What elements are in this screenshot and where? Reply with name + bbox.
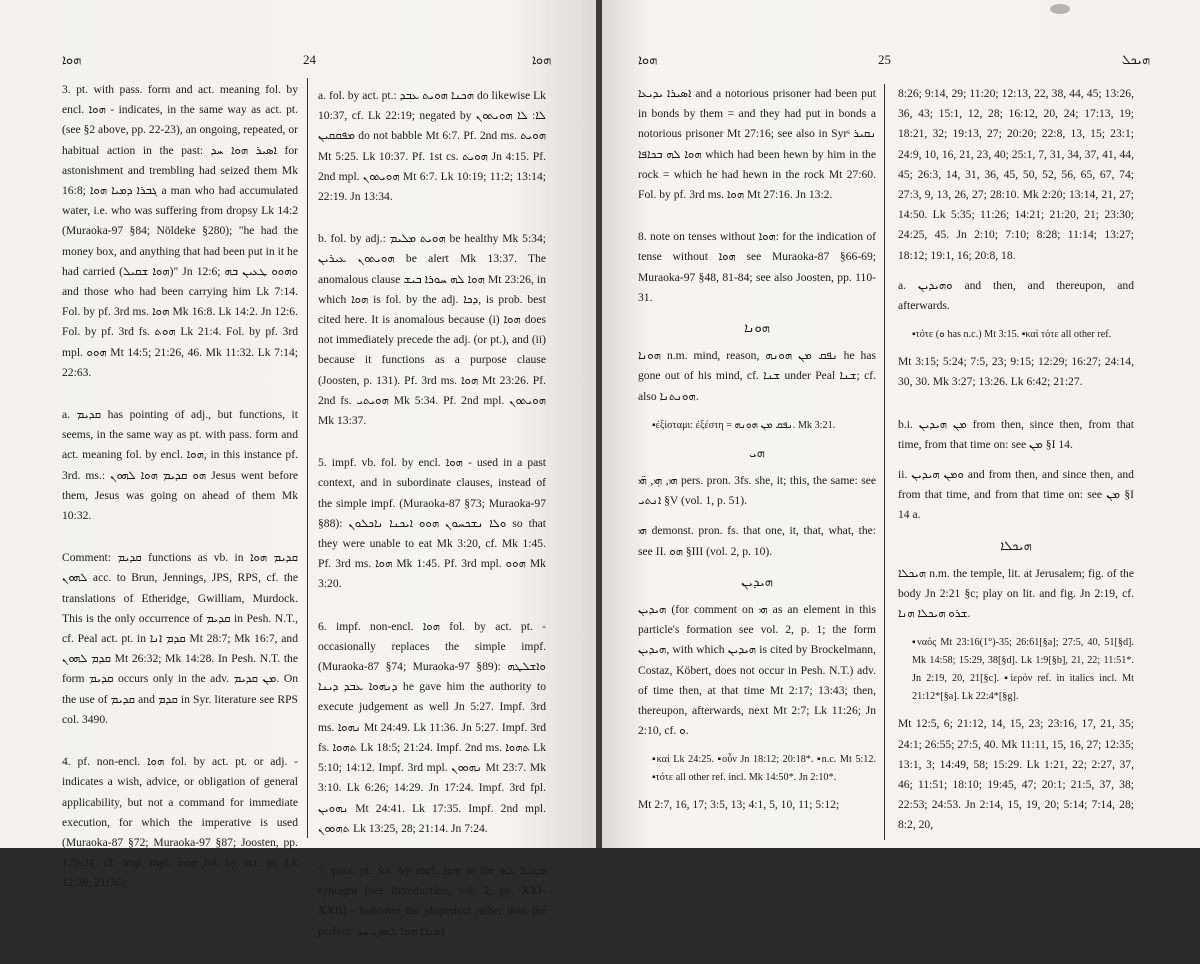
greek-equivalents: ▪ἐξίσταμι: ἐξέστη = ܢܦܩ ܡܢ ܗܘܢܗ. Mk 3:21. — [652, 419, 836, 431]
headword: ܗܝܟܠܐ — [1000, 537, 1032, 553]
entry-paragraph: ii. ܘܡܢ ܗܝܕܝܢ and from then, and since then, and from that time, and from that time on: see ܡܢ §I 14 a. — [898, 468, 1134, 522]
entry-paragraph: ܗܝܕܝܢ (for comment on ܗܝ as an element in this particle's formation see vol. 2, p. 1; the form ܗܝܕܝܢ, with which ܗܝܕܝܢ is cited by Brockelmann, Costaz, Köbert, does not occur in Pesh. N.T.) adv. of time then, at that time Mt 2:17; 13:43; then, thereupon, afterwards, next Mt 2:7; Lk 11:26; Jn 2:10, cf. ܘ. — [638, 603, 876, 738]
reference-list: Mt 3:15; 5:24; 7:5, 23; 9:15; 12:29; 16:27; 24:14, 30, 30. Mk 3:27; 13:26. Lk 6:42; 21:27. — [898, 355, 1134, 389]
entry-paragraph: ܗܝ, ܗܝܼ, ܗܝ̈ pers. pron. 3fs. she, it; this, the same: see ܐܢܬܝ §V (vol. 1, p. 51). — [638, 474, 876, 508]
column-rule — [307, 78, 308, 838]
left-page — [0, 0, 596, 938]
entry-paragraph: 3. pt. with pass. form and act. meaning fol. by encl. ܗܘܐ - indicates, in the same way as act. pt. (see §2 above, pp. 22-23), an ongoing, repeated, or habitual action in the past: ܐܣܝܪ ܗܘܐ ܚܕ for astonishment and trembling had seized them Mk 16:8; ܓܒܪܐ ܕܡܝܐ ܗܘܐ a man who had accumulated water, i.e. who was suffering from dropsy Lk 14:2 (Muraoka-97 §84; Nöldeke §280); "he had the money box, and anything that had been put in it he had carried (ܗܘܐ ܫܩܝܠ)" Jn 12:6; ܘܗܘܘ ܛܥܝܢ ܒܗ and those who had been carrying him Lk 7:14. Fol. by pf. 3rd ms. ܗܘܐ Mk 16:8. Lk 14:2. Jn 12:6. Fol. by pf. 3rd fs. ܗܘܬ Lk 21:4. Fol. by pf. 3rd mpl. ܗܘܘ Mt 14:5; 21:26, 46. Mk 11:32. Lk 7:14; 22:63. — [62, 83, 298, 379]
reference-list: Mt 2:7, 16, 17; 3:5, 13; 4:1, 5, 10, 11; 5:12; — [638, 798, 840, 812]
entry-paragraph: b.i. ܡܢ ܗܝܕܝܢ from then, since then, from that time, from that time on: see ܡܢ §I 14. — [898, 417, 1134, 451]
headword: ܗܘܢܐ — [744, 320, 770, 336]
entry-paragraph: 7. pass. pt. fol. by encl. ܗܘܐ in the ܩܛܝܠ ܠܗ syntagm (see Introduction, vol. 2, pp. XXI-XXII) - indicates the pluperfect rather than the perfect: ܐܣܝܪܐ ܗܘܐ ܠܗܘܢ ܚܕ — [318, 863, 546, 938]
entry-paragraph: b. fol. by adj.: ܗܘܝܬ ܡܠܝܡ be healthy Mk 5:34; ܗܘܝܬܘܢ ܥܝܪܝܢ be alert Mk 13:37. The anomalous clause ܗܘܐ ܠܗ ܚܘܪܐ ܒܝܫ Mt 23:26, in which ܗܘܐ is fol. by the adj. ܕܟܐ, is prob. best cited here. It is anomalous because (i) ܗܘܐ does not immediately precede the adj. (or pt.), and (ii) because it functions as a purpose clause (Joosten, p. 131). Pf. 3rd ms. ܗܘܐ Mt 23:26. Pf. 2nd fs. ܗܘܝܬܝ Mk 5:34. Pf. 2nd mpl. ܗܘܝܬܘܢ Mk 13:37. — [318, 232, 547, 428]
entry-paragraph: ܗܘܢܐ n.m. mind, reason, ܢܦܩ ܡܢ ܗܘܢܗ he has gone out of his mind, cf. ܫܢܐ under Peal ܫܢܐ; cf. also ܗܘܢܬܢܐ. — [638, 349, 877, 403]
entry-paragraph: a. ܩܕܝܡ has pointing of adj., but functions, it seems, in the same way as pt. with pass. form and act. meaning fol. by encl. ܗܘܐ, in this instance pf. 3rd. ms.: ܗܘ ܩܕܝܡ ܗܘܐ ܠܗܘܢ Jesus went before them, Jesus was going on ahead of them Mk 10:32. — [62, 408, 298, 523]
right-column — [318, 86, 546, 964]
left-column — [638, 84, 876, 838]
entry-paragraph: 8. note on tenses without ܗܘܐ: for the indication of tense without ܗܘܐ see Muraoka-87 §66-69; Muraoka-97 §48, 81-84; see also Joosten, pp. 110-31. — [638, 230, 876, 304]
greek-equivalents: ▪τότε (ܘ has n.c.) Mt 3:15. ▪καὶ τότε all other ref. — [912, 329, 1112, 341]
running-head-right: ܗܝܟܠ — [1122, 52, 1151, 67]
left-column — [62, 80, 298, 916]
page-number: 25 — [878, 52, 891, 67]
entry-paragraph: ܗܝ demonst. pron. fs. that one, it, that, what, the: see II. ܗܘ §III (vol. 2, p. 10). — [638, 524, 876, 558]
entry-paragraph: a. fol. by act. pt.: ܗܟܢܐ ܗܘܝܬ ܥܒܕ do likewise Lk 10:37, cf. Lk 22:19; negated by ܠܐ: ܠܐ ܗܘܝܬܘܢ ܡܦܩܩܝܢ do not babble Mt 6:7. Pf. 2nd ms. ܗܘܝܬ Mt 5:25. Lk 10:37. Pf. 1st cs. ܗܘܝܬ Jn 4:15. Pf. 2nd mpl. ܗܘܝܬܘܢ Mt 6:7. Lk 10:19; 11:2; 13:14; 22:19. Jn 13:34. — [318, 89, 546, 204]
scan-blemish — [1050, 4, 1070, 14]
entry-paragraph: 5. impf. vb. fol. by encl. ܗܘܐ - used in a past context, and in subordinate clauses, instead of the simple impf. (Muraoka-87 §73; Muraoka-97 §88): ܘܠܐ ܢܫܟܚܘܢ ܗܘܘ ܐܝܟܢܐ ܢܐܟܠܘܢ so that they were unable to eat Mk 3:20, cf. Mk 1:45. Pf. 3rd ms. ܗܘܐ Mk 1:45. Pf. 3rd mpl. ܗܘܘ Mk 3:20. — [318, 456, 546, 591]
entry-paragraph: a. ܘܗܝܕܝܢ and then, and thereupon, and afterwards. — [898, 278, 1135, 313]
entry-paragraph: Comment: ܩܕܝܡ functions as vb. in ܩܕܝܡ ܗܘܐ ܠܗܘܢ acc. to Brun, Jennings, JPS, RPS, cf. the translations of Etheridge, Gwilliam, Murdock. This is the only occurrence of ܩܕܝܡ in Pesh. N.T., cf. Peal act. pt. in ܩܕܡ ܐܢܐ Mt 28:7; Mk 16:7, and ܩܕܡ ܠܗܘܢ Mt 26:32; Mk 14:28. In Pesh. N.T. the form ܩܕܝܡ occurs only in the adv. ܡܢ ܩܕܝܡ. On the use of ܩܕܝܡ and ܩܕܡ in Syr. literature see RPS col. 3490. — [62, 551, 298, 726]
reference-list: 8:26; 9:14, 29; 11:20; 12:13, 22, 38, 44, 45; 13:26, 36, 43; 15:1, 12, 28; 16:12, 20, 24; 17:13, 19; 18:21, 32; 19:13, 27; 20:20; 22:8, 13, 15; 23:1; 24:9, 10, 16, 21, 23, 40; 25:1, 7, 31, 34, 37, 41, 44, 45; 26:3, 14, 31, 36, 45, 50, 52, 56, 65, 67, 74; 27:3, 9, 13, 26, 27; 28:10. Mk 2:20; 13:14, 21, 27; 14:50. Lk 5:35; 11:26; 14:21; 21:20, 21; 23:30; 24:25, 45. Jn 2:10; 7:10; 8:28; 11:14; 13:27; 18:12; 19:1, 16; 20:8, 18. — [898, 87, 1134, 262]
reference-list: Mt 12:5, 6; 21:12, 14, 15, 23; 23:16, 17, 21, 35; 24:1; 26:55; 27:5, 40. Mk 11:11, 15, 16, 27; 12:35; 13:1, 3; 14:49, 58; 15:29. Lk 1:21, 22; 2:27, 37, 46; 11:51; 18:10; 19:45, 47; 20:1; 21:5, 37, 38; 22:53; 24:53. Jn 2:14, 15, 19, 20; 5:14; 7:14, 28; 8:2, 20, — [898, 717, 1134, 832]
headword: ܗܝ — [749, 444, 765, 460]
headword: ܗܝܕܝܢ — [741, 573, 773, 589]
entry-paragraph: 4. pf. non-encl. ܗܘܐ fol. by act. pt. or adj. - indicates a wish, advice, or obligation of general applicability, but not a command for immediate execution, for which the imperative is used (Muraoka-87 §72; Muraoka-97 §87; Joosten, pp. 129-31, cf. imp. mpl. ܗܘܘ fol. by act. pt. Lk 12:36; 21:36): — [62, 755, 298, 890]
running-head-right: ܗܘܐ — [532, 52, 552, 67]
column-rule — [884, 84, 885, 840]
right-page — [602, 0, 1200, 848]
entry-paragraph: ܐܣܝܪܐ ܝܕܝܥܐ and a notorious prisoner had been put in bonds by them = and they had put in bonds a notorious prisoner Mt 27:16; see also in Syrˢ ܢܩܝܪ ܗܘܐ ܠܗ ܒܟܐܦܐ which had been hewn by him in the rock = which he had hewn in the rock Mt 27:60. Fol. by pf. 3rd ms. ܗܘܐ Mt 27:16. Jn 13:2. — [638, 87, 877, 202]
page-number: 24 — [303, 52, 316, 67]
greek-equivalents: ▪ναός Mt 23:16(1°)-35; 26:61[§a]; 27:5, 40, 51[§d]. Mk 14:58; 15:29, 38[§d]. Lk 1:9[§b], 21, 22; 11:51*. Jn 2:19, 20, 21[§c]. ▪ἱερόν ref. in italics incl. Mt 21:12*[§a]. Lk 22:4*[§g]. — [912, 637, 1134, 703]
running-head-left: ܗܘܐ — [62, 52, 82, 67]
entry-paragraph: 6. impf. non-encl. ܗܘܐ fol. by act. pt. - occasionally replaces the simple impf. (Muraoka-87 §74; Muraoka-97 §89): ܘܐܫܠܛܗ ܕܢܗܘܐ ܥܒܕ ܕܝܢܐ he gave him the authority to execute judgement as well Jn 5:27. Impf. 3rd ms. ܢܗܘܐ Mt 24:49. Lk 11:36. Jn 5:27. Impf. 3rd fs. ܬܗܘܐ Lk 18:5; 21:24. Impf. 2nd ms. ܬܗܘܐ Lk 5:10; 14:12. Impf. 3rd mpl. ܢܗܘܘܢ Mt 23:7. Mk 3:10. Lk 6:26; 14:29. Jn 17:24. Impf. 3rd fpl. ܢܗܘܝܢ Mt 24:41. Lk 17:35. Impf. 2nd mpl. ܬܗܘܘܢ Lk 13:25, 28; 21:14. Jn 7:24. — [318, 619, 547, 835]
greek-equivalents: ▪καί Lk 24:25. ▪οὖν Jn 18:12; 20:18*. ▪n.c. Mt 5:12. ▪τότε all other ref. incl. Mk 14:50*. Jn 2:10*. — [652, 754, 876, 784]
running-head-left: ܗܘܐ — [638, 52, 658, 67]
right-column — [898, 84, 1134, 858]
entry-paragraph: ܗܝܟܠܐ n.m. the temple, lit. at Jerusalem; fig. of the body Jn 2:21 §c; play on lit. and fig. Jn 2:19, cf. ܫܪܘ ܗܝܟܠܐ ܗܢܐ. — [898, 566, 1134, 621]
